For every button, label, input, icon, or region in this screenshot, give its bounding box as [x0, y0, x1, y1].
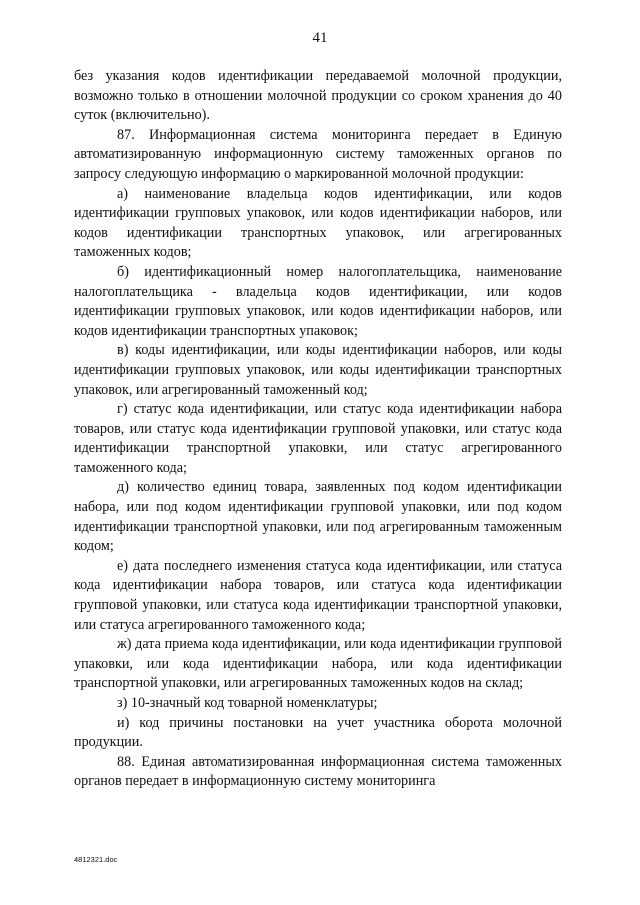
list-item-zh: ж) дата приема кода идентификации, или кода идентификации групповой упаковки, или кода идентификации набора, или кода идентификации транспортной упаковки, или агрегированных таможенных кодов на склад;: [74, 636, 562, 692]
list-item-i: и) код причины постановки на учет участника оборота молочной продукции.: [74, 714, 562, 751]
page-number: 41: [312, 30, 328, 46]
list-item-g: г) статус кода идентификации, или статус кода идентификации набора товаров, или статус кода идентификации групповой упаковки, или статус кода идентификации транспортной упаковки, или статус агрегированного таможенного кода;: [74, 401, 562, 476]
footer-file-code: 4812321.doc: [74, 855, 118, 864]
document-body: [74, 67, 562, 792]
list-item-e: е) дата последнего изменения статуса кода идентификации, или статуса кода идентификации набора товаров, или статуса кода идентификации групповой упаковки, или статуса кода идентификации транспортной упаковки, или статуса агрегированного таможенного кода;: [74, 557, 562, 633]
list-item-z: з) 10-значный код товарной номенклатуры;: [117, 695, 378, 711]
list-item-a: а) наименование владельца кодов идентификации, или кодов идентификации групповых упаковок, или кодов идентификации наборов, или кодов идентификации транспортных упаковок, или агрегированных таможенных кодов;: [74, 185, 562, 261]
list-item-d: д) количество единиц товара, заявленных под кодом идентификации набора, или под кодом идентификации групповой упаковки, или под кодом идентификации транспортной упаковки, или под агрегированным таможенным кодом;: [74, 479, 562, 555]
list-item-v: в) коды идентификации, или коды идентификации наборов, или коды идентификации групповых упаковок, или коды идентификации транспортных упаковок, или агрегированный таможенный код;: [74, 342, 562, 398]
list-item-b: б) идентификационный номер налогоплательщика, наименование налогоплательщика - владельца кодов идентификации, или кодов идентификации групповых упаковок, или кодов идентификации наборов, или кодов идентификации транспортных упаковок;: [74, 263, 562, 339]
paragraph-88: 88. Единая автоматизированная информационная система таможенных органов передает в информационную систему мониторинга: [74, 753, 562, 790]
paragraph-87: 87. Информационная система мониторинга передает в Единую автоматизированную информационную систему таможенных органов по запросу следующую информацию о маркированной молочной продукции:: [74, 126, 562, 182]
paragraph-continuation: без указания кодов идентификации передаваемой молочной продукции, возможно только в отношении молочной продукции со сроком хранения до 40 суток (включительно).: [74, 68, 562, 124]
